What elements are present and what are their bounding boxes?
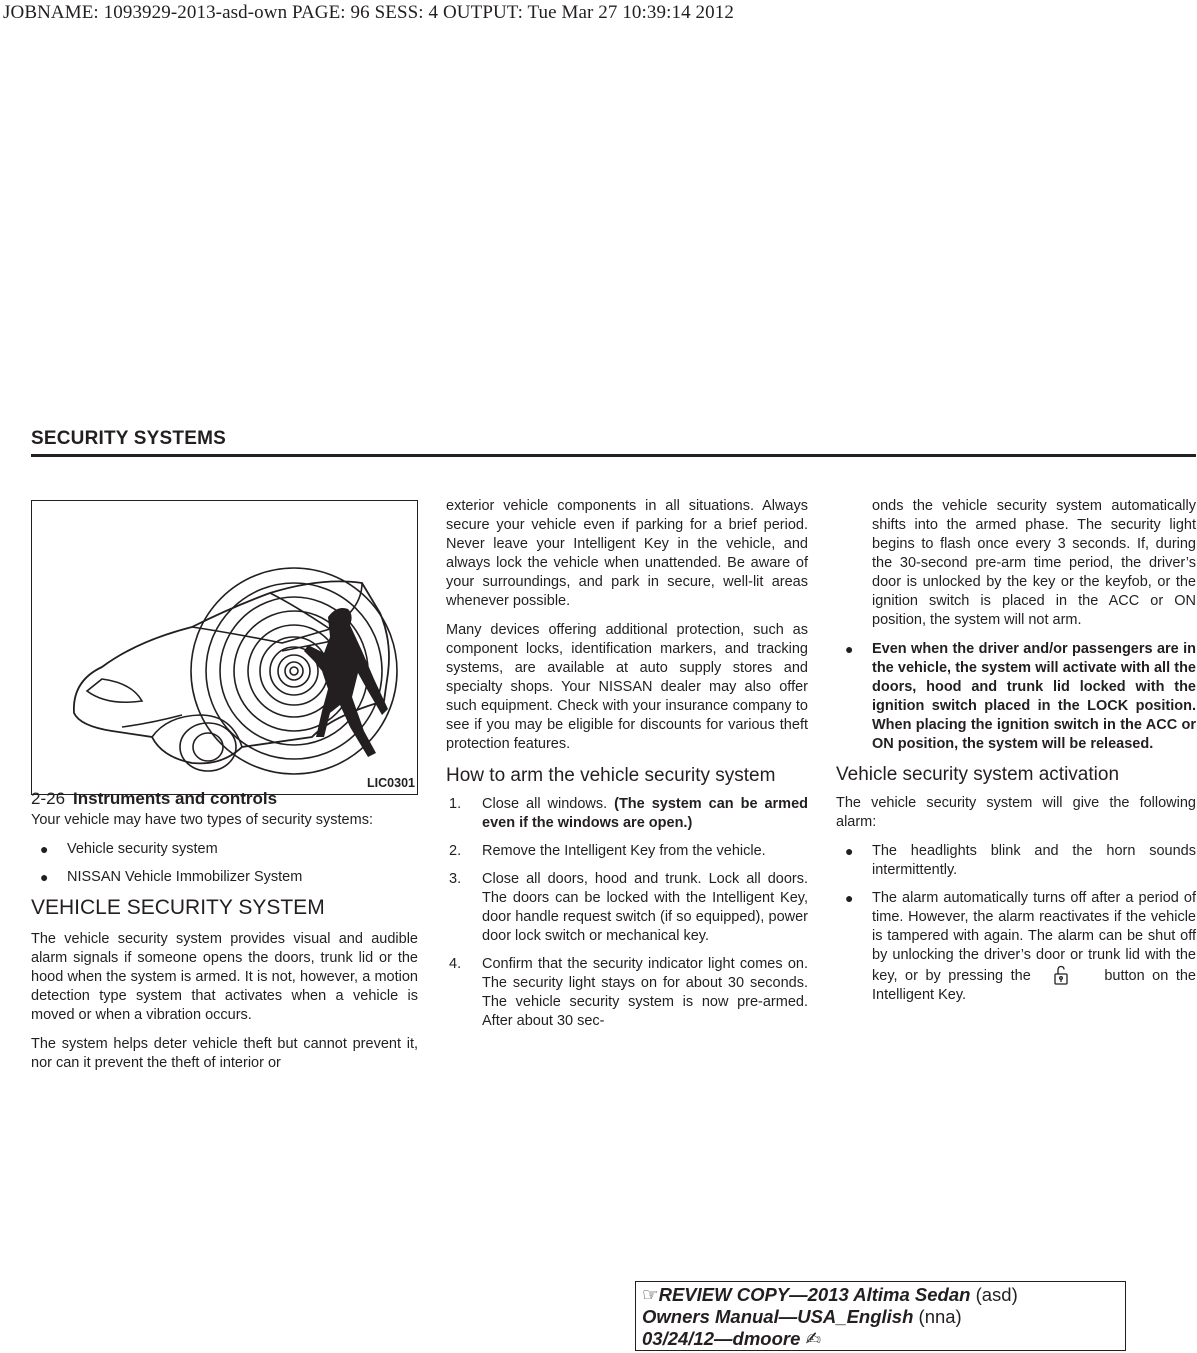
bullet-icon: ● [40,869,49,885]
list-item: ● The headlights blink and the horn sounds intermittently. [845,843,1196,878]
bullet-icon: ● [845,641,854,657]
pointing-hand-icon: ☞ [642,1284,659,1305]
paragraph: exterior vehicle components in all situations. Always secure your vehicle even if parking for a brief period. Never leave your Intelligent Key in the vehicle, and always lock the vehicle when unattended. Be aware of your surroundings, and park in secure, well-lit areas whenever possible. [446,498,808,609]
section-rule [31,454,1196,457]
list-item: ● Even when the driver and/or passengers are in the vehicle, the system will activate with all the doors, hood and trunk lid locked with the ignition switch placed in the LOCK position. When placing the ignition switch in the ACC or ON position, the system will be released. [845,641,1196,752]
step-continuation: onds the vehicle security system automatically shifts into the armed phase. The security light begins to flash once every 3 seconds. If, during the 30-second pre-arm time period, the driver’s door is unlocked by the key or the keyfob, or the ignition switch is placed in the ACC or ON position, the system will not arm. [872,498,1196,628]
unlock-icon [1052,965,1070,985]
page-number: 2-26 [31,789,66,808]
note-list [836,640,1196,754]
bullet-icon: ● [845,890,854,906]
column-2 [446,497,808,1040]
review-copy-box [635,1281,1126,1351]
security-types-list [31,840,418,887]
list-item: 1. Close all windows. (The system can be armed even if the windows are open.) [449,796,808,831]
car-alarm-illustration [32,501,417,794]
list-item: 3. Close all doors, hood and trunk. Lock all doors. The doors can be locked with the Intelligent Key, door handle request switch (if so equipped), power door lock switch or mechanical key. [449,871,808,944]
paragraph: The vehicle security system provides visual and audible alarm signals if someone opens the doors, trunk lid or the hood when the system is armed. It is not, however, a motion detection type system that activates when a vehicle is moved or when a vibration occurs. [31,931,418,1023]
list-item: 4. Confirm that the security indicator light comes on. The security light stays on for about 30 seconds. The vehicle security system is now pre-armed. After about 30 sec- [449,956,808,1029]
alarm-list [836,842,1196,1005]
review-line-2: Owners Manual—USA_English (nna) [642,1306,962,1327]
how-to-arm-heading: How to arm the vehicle security system [446,765,776,786]
intro-text: Your vehicle may have two types of security systems: [31,812,373,828]
chapter-title: Instruments and controls [73,789,278,808]
bullet-icon: ● [40,841,49,857]
list-item: 2. Remove the Intelligent Key from the vehicle. [449,843,766,859]
security-figure [31,500,418,795]
bullet-icon: ● [845,843,854,859]
activation-heading: Vehicle security system activation [836,764,1120,785]
review-line-3: 03/24/12—dmoore ✍ [642,1328,822,1349]
section-title: SECURITY SYSTEMS [31,428,226,449]
page-footer [31,789,277,809]
vehicle-security-heading: VEHICLE SECURITY SYSTEM [31,896,325,919]
review-line-1: ☞REVIEW COPY—2013 Altima Sedan (asd) [642,1284,1018,1305]
list-item: ● The alarm automatically turns off after a period of time. However, the alarm reactivates if the vehicle is tampered with again. The alarm can be shut off by unlocking the driver’s door or trunk lid with the key, or by pressing the button on the Intelligent Key. [845,890,1196,1003]
paragraph: The vehicle security system will give the following alarm: [836,795,1196,830]
paragraph: The system helps deter vehicle theft but cannot prevent it, nor can it prevent the theft of interior or [31,1036,418,1071]
list-item: ● Vehicle security system [40,841,218,857]
job-header: JOBNAME: 1093929-2013-asd-own PAGE: 96 SESS: 4 OUTPUT: Tue Mar 27 10:39:14 2012 [3,2,734,23]
column-3 [836,497,1196,1014]
paragraph: Many devices offering additional protection, such as component locks, identification markers, and tracking systems, are available at auto supply stores and specialty shops. Your NISSAN dealer may also offer such equipment. Check with your insurance company to see if you may be eligible for discounts for various theft protection features. [446,622,808,752]
writing-hand-icon: ✍ [805,1328,822,1349]
arm-steps-list [446,795,808,1031]
list-item: ● NISSAN Vehicle Immobilizer System [40,869,303,885]
figure-label: LIC0301 [367,776,415,790]
